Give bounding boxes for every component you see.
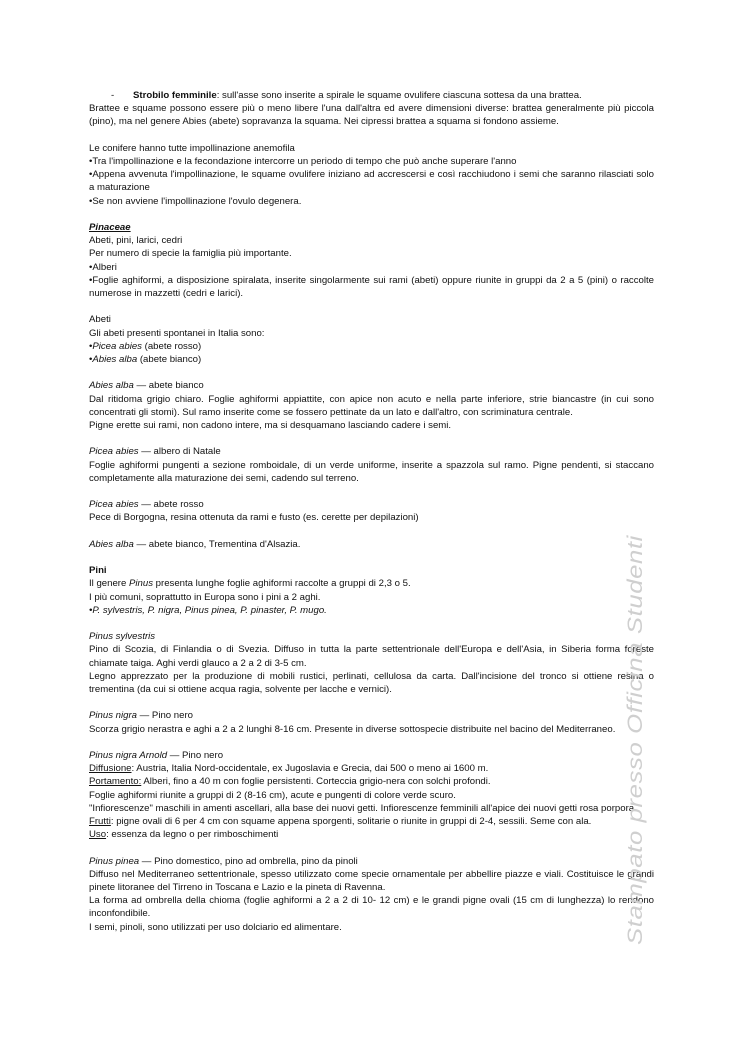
pinaceae-line: Per numero di specie la famiglia più importante. [89, 248, 292, 260]
frutti-line: Frutti: pigne ovali di 6 per 4 cm con squame appena sporgenti, solitarie o riunite in gruppi di 2-4, sessili. Seme con ala. [89, 816, 592, 827]
pinea-text: I semi, pinoli, sono utilizzati per uso dolciario ed alimentare. [89, 921, 342, 933]
nigra-title: Pinus nigra — Pino nero [89, 710, 193, 722]
foglie-line: Foglie aghiformi riunite a gruppi di 2 (8-16 cm), acute e pungenti di colore verde scuro. [89, 789, 456, 801]
pini-species-list: •P. sylvestris, P. nigra, Pinus pinea, P. pinaster, P. mugo. [89, 604, 327, 616]
pini-line: I più comuni, soprattutto in Europa sono i pini a 2 aghi. [89, 591, 321, 603]
abies-trementina-line: Abies alba — abete bianco, Trementina d'Alsazia. [89, 538, 301, 550]
picea-natale-text: Foglie aghiformi pungenti a sezione romboidale, di un verde uniforme, inserite a spazzola sul ramo. Pigne pendenti, si staccano completamente alla maturazione dei semi, cadendo sul terreno. [89, 459, 654, 484]
watermark-text: Stampato presso Officina Studenti [624, 609, 647, 945]
infiorescenze-line: "Infiorescenze" maschili in amenti ascellari, alla base dei nuovi getti. Infiorescenze femminili all'apice dei nuovi getti rosa porpora. [89, 802, 637, 814]
abeti-intro: Gli abeti presenti spontanei in Italia sono: [89, 327, 265, 339]
uso-line: Uso: essenza da legno o per rimboschimenti [89, 829, 279, 841]
pini-heading: Pini [89, 565, 107, 577]
portamento-line: Portamento: Alberi, fino a 40 m con foglie persistenti. Corteccia grigio-nera con solchi profondi. [89, 776, 491, 788]
nigra-text: Scorza grigio nerastra e aghi a 2 a 2 lunghi 8-16 cm. Presente in diverse sottospecie distribuite nel bacino del Mediterraneo. [89, 723, 616, 735]
pinea-title: Pinus pinea — Pino domestico, pino ad ombrella, pino da pinoli [89, 855, 358, 867]
sylvestris-text: Legno apprezzato per la produzione di mobili rustici, perlinati, cellulosa da carta. Dall'incisione del tronco si ottiene resina o trementina (da cui si ottiene acqua ragia, solvente per lacche e vernici). [89, 670, 654, 695]
abies-alba-title: Abies alba — abete bianco [89, 380, 204, 392]
pinaceae-heading: Pinaceae [89, 222, 131, 233]
picea-natale-title: Picea abies — albero di Natale [89, 446, 221, 458]
impollinazione-item: •Appena avvenuta l'impollinazione, le squame ovulifere iniziano ad accrescersi e così racchiudono i semi che saranno rilasciati solo a maturazione [89, 169, 654, 194]
abies-alba-text: Dal ritidoma grigio chiaro. Foglie aghiformi appiattite, con apice non acuto e nella parte inferiore, strie biancastre (in cui sono concentrati gli stomi). Sul ramo inserite come se fossero pettinate da un lato e dall'altro, con scriminatura centrale. [89, 393, 654, 418]
pinaceae-line: •Foglie aghiformi, a disposizione spiralata, inserite singolarmente sui rami (abeti) oppure riunite in gruppi da 2 a 5 (pini) o raccolte numerose in mazzetti (cedri e larici). [89, 274, 654, 300]
abeti-heading: Abeti [89, 314, 111, 326]
sylvestris-text: Pino di Scozia, di Finlandia o di Svezia. Diffuso in tutta la parte settentrionale dell'Europa e dell'Asia, in Siberia forma foreste chiamate taiga. Aghi verdi glauco a 2 a 2 di 3-5 cm. [89, 644, 654, 669]
impollinazione-item: •Se non avviene l'impollinazione l'ovulo degenera. [89, 195, 302, 207]
impollinazione-title: Le conifere hanno tutte impollinazione anemofila [89, 142, 295, 154]
document-page [89, 89, 654, 934]
impollinazione-item: •Tra l'impollinazione e la fecondazione intercorre un periodo di tempo che può anche superare l'anno [89, 156, 517, 167]
nigra-arnold-title: Pinus nigra Arnold — Pino nero [89, 749, 224, 761]
picea-rosso-title: Picea abies — abete rosso [89, 499, 204, 511]
pinea-text: La forma ad ombrella della chioma (foglie aghiformi a 2 a 2 di 10- 12 cm) e le grandi pigne ovali (15 cm di lunghezza) lo rendono inconfondibile. [89, 895, 654, 920]
pinaceae-line: Abeti, pini, larici, cedri [89, 235, 183, 247]
pini-line: Il genere Pinus presenta lunghe foglie aghiformi raccolte a gruppi di 2,3 o 5. [89, 578, 411, 590]
abies-alba-text: Pigne erette sui rami, non cadono intere, ma si desquamano lasciando cadere i semi. [89, 420, 452, 432]
diffusione-line: Diffusione: Austria, Italia Nord-occidentale, ex Jugoslavia e Grecia, dai 500 o meno ai 1600 m. [89, 763, 489, 775]
strobilo-text: : sull'asse sono inserite a spirale le squame ovulifere ciascuna sottesa da una brattea. [216, 90, 582, 101]
picea-rosso-text: Pece di Borgogna, resina ottenuta da rami e fusto (es. cerette per depilazioni) [89, 512, 419, 524]
abeti-item: •Abies alba (abete bianco) [89, 354, 202, 366]
abeti-item: •Picea abies (abete rosso) [89, 340, 202, 352]
strobilo-line: - Strobilo femminile: sull'asse sono inserite a spirale le squame ovulifere ciascuna sottesa da una brattea. [111, 90, 582, 101]
pinaceae-line: •Alberi [89, 261, 117, 273]
pinea-text: Diffuso nel Mediterraneo settentrionale, spesso utilizzato come specie ornamentale per abbellire piazze e viali. Costituisce le grandi pinete litoranee del Tirreno in Toscana e Lazio e la pineta di Ravenna. [89, 868, 654, 893]
sylvestris-title: Pinus sylvestris [89, 631, 156, 643]
strobilo-label: Strobilo femminile [133, 90, 217, 101]
brattee-paragraph: Brattee e squame possono essere più o meno libere l'una dall'altra ed avere dimensioni diverse: brattea generalmente più piccola (pino), ma nel genere Abies (abete) sopravanza la squama. Nei cipressi brattea a squama si fondono assieme. [89, 103, 654, 128]
